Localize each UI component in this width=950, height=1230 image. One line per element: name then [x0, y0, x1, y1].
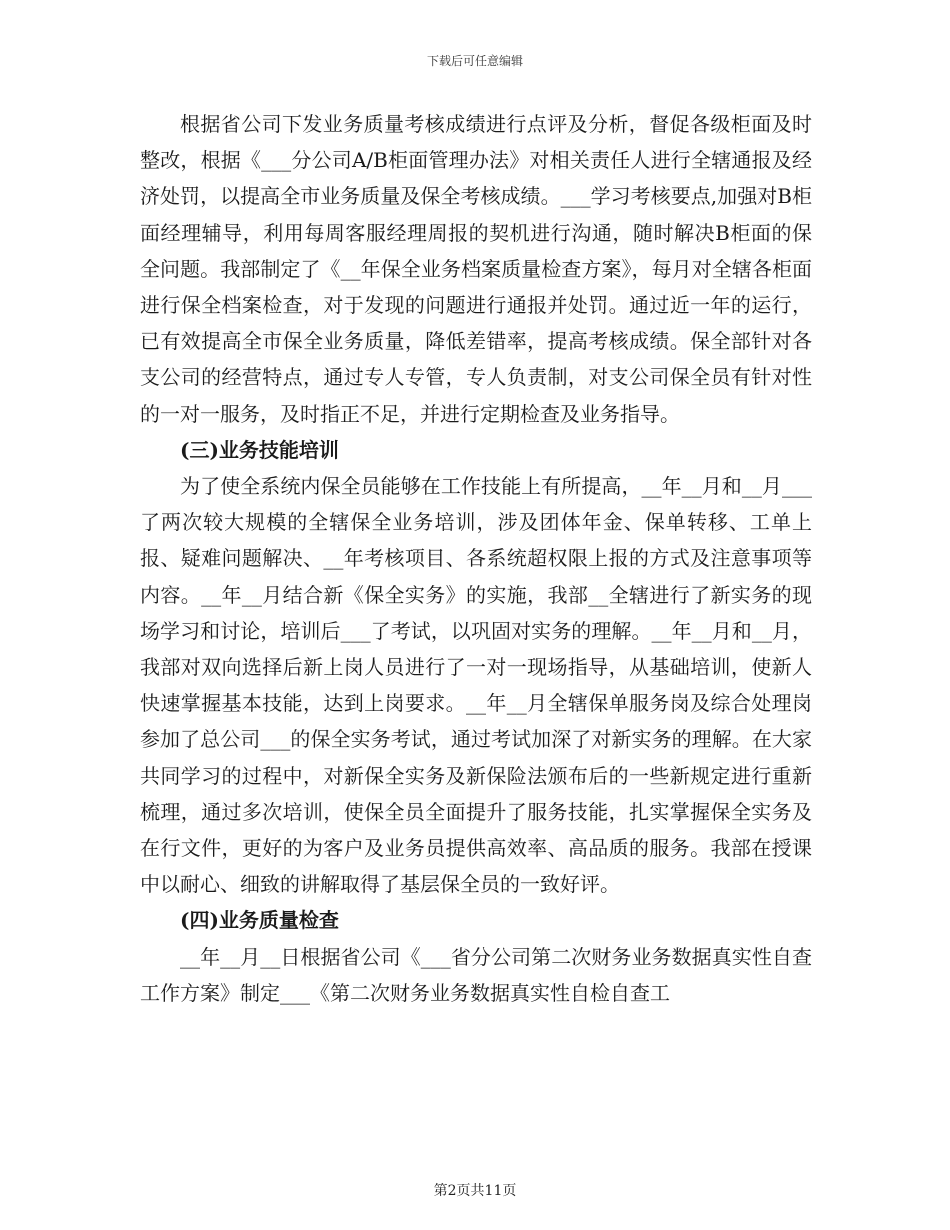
page-number: 第2页共11页: [433, 1183, 517, 1199]
document-body: [140, 106, 812, 1011]
section-heading-quality-inspection: (四)业务质量检查: [180, 908, 339, 933]
paragraph-quality-inspection: __年__月__日根据省公司《___省分公司第二次财务业务数据真实性自查工作方案》制定___《第二次财务业务数据真实性自检自查工: [140, 944, 812, 1005]
paragraph-skills-training: 为了使全系统内保全员能够在工作技能上有所提高，__年__月和__月___了两次较大规模的全辖保全业务培训，涉及团体年金、保单转移、工单上报、疑难问题解决、__年考核项目、各系统超权限上报的方式及注意事项等内容。__年__月结合新《保全实务》的实施，我部__全辖进行了新实务的现场学习和讨论，培训后___了考试，以巩固对实务的理解。__年__月和__月，我部对双向选择后新上岗人员进行了一对一现场指导，从基础培训，使新人快速掌握基本技能，达到上岗要求。__年__月全辖保单服务岗及综合处理岗参加了总公司___的保全实务考试，通过考试加深了对新实务的理解。在大家共同学习的过程中，对新保全实务及新保险法颁布后的一些新规定进行重新梳理，通过多次培训，使保全员全面提升了服务技能，扎实掌握保全实务及在行文件，更好的为客户及业务员提供高效率、高品质的服务。我部在授课中以耐心、细致的讲解取得了基层保全员的一致好评。: [140, 474, 812, 897]
page-header: 下载后可任意编辑: [426, 54, 523, 68]
paragraph-quality-assessment: 根据省公司下发业务质量考核成绩进行点评及分析，督促各级柜面及时整改，根据《___分公司A/B柜面管理办法》对相关责任人进行全辖通报及经济处罚，以提高全市业务质量及保全考核成绩。___学习考核要点,加强对B柜面经理辅导，利用每周客服经理周报的契机进行沟通，随时解决B柜面的保全问题。我部制定了《__年保全业务档案质量检查方案》，每月对全辖各柜面进行保全档案检查，对于发现的问题进行通报并处罚。通过近一年的运行，已有效提高全市保全业务质量，降低差错率，提高考核成绩。保全部针对各支公司的经营特点，通过专人专管，专人负责制，对支公司保全员有针对性的一对一服务，及时指正不足，并进行定期检查及业务指导。: [140, 112, 812, 426]
section-heading-skills-training: (三)业务技能培训: [180, 437, 339, 462]
